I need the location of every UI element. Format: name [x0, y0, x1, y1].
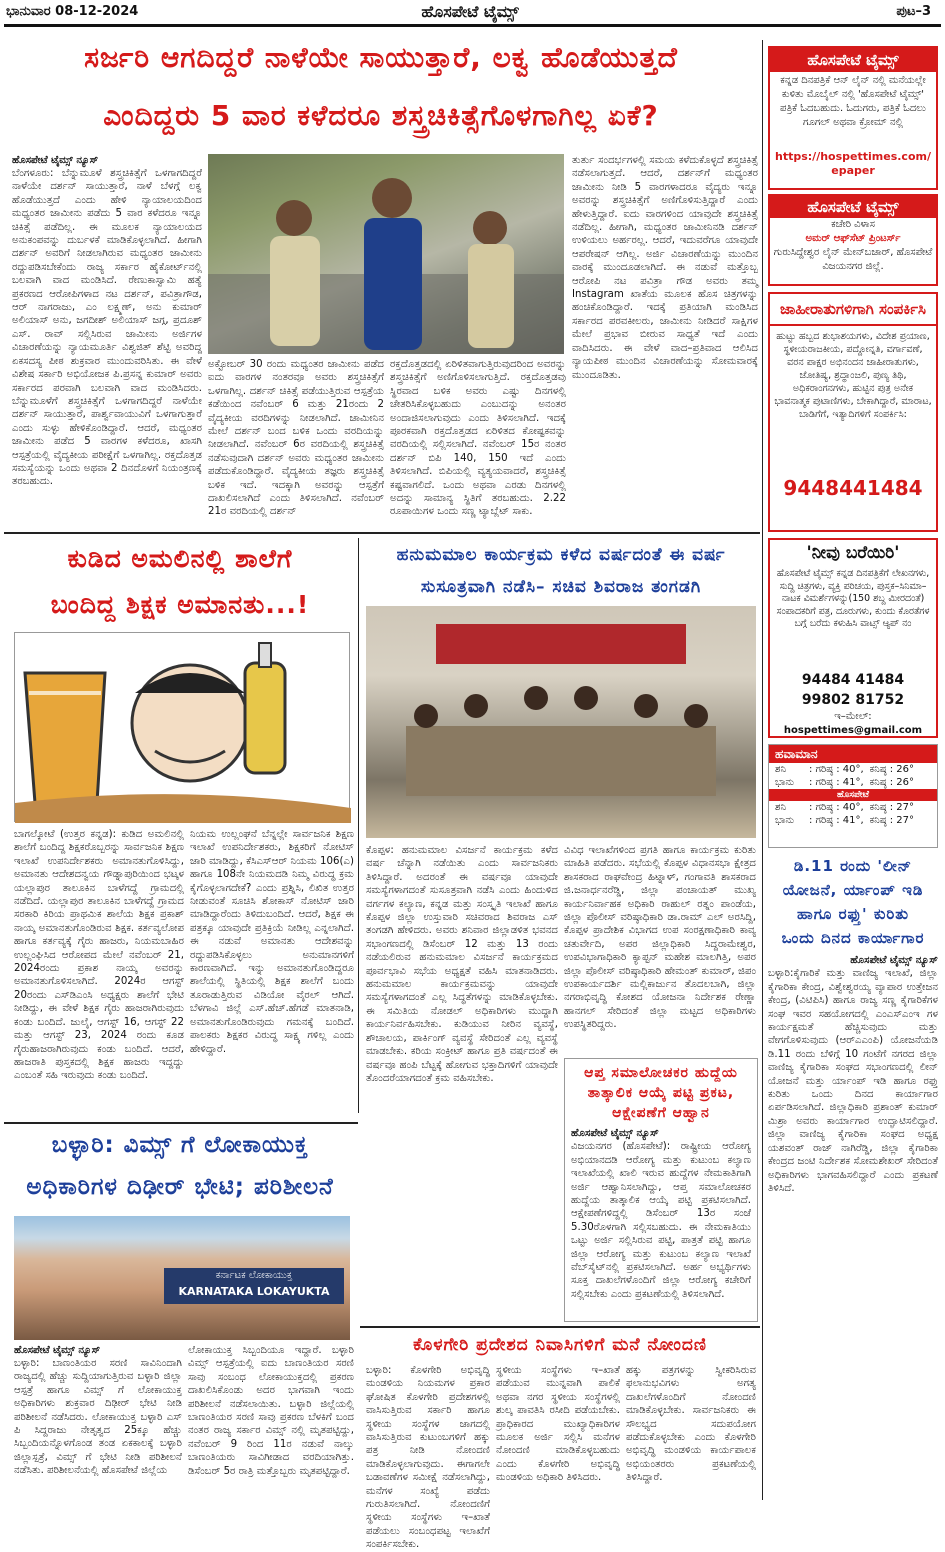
teacher-col1: ಬಾಗಲ್ಕೋಟೆ (ಉತ್ತರ ಕನ್ನಡ): ಕುಡಿದ ಅಮಲಿನಲ್ಲಿ ಶಾಲೆಗೆ ಬಂದಿದ್ದ ಶಿಕ್ಷಕರೊಬ್ಬರನ್ನು ಸಾರ್ವಜನಿಕ ಶಿಕ್ಷಣ ಇಲಾಖೆ ಉಪನಿರ್ದೇಶಕರು ಅಮಾನತುಗೊಳಿಸಿದ್ದು, ಅಮಾನತು ಆದೇಶದನ್ವಯ ಗೌಡ್ನಾಪುರಿಯಿಂದ ಭಟ್ಕಳ ಯಲ್ಲಾಪುರ ತಾಲೂಕಿನ ಬಾಳೆಗದ್ದೆ ಗ್ರಾಮದಲ್ಲಿ ನಡೆದಿದೆ. ಯಲ್ಲಾಪುರ ತಾಲೂಕಿನ ಬಾಳೆಗದ್ದೆ ಗ್ರಾಮದ ಸರಕಾರಿ ಕಿರಿಯ ಪ್ರಾಥಮಿಕ ಶಾಲೆಯ ಶಿಕ್ಷಕ ಪ್ರಕಾಶ್ ನಾಯ್ಕ ಅಮಾನತುಗೊಂಡಿರುವ ಶಿಕ್ಷಕ. ಕರ್ತವ್ಯಲೋಪ ಹಾಗೂ ಕರ್ತವ್ಯಕ್ಕೆ ಗೈರು ಹಾಜರು, ನಿಯಮಬಾಹಿರ ಉಲ್ಲಂಘಿಸಿದ ಆರೋಪದ ಮೇಲೆ ನವೆಂಬರ್ 21, 2024ರಂದು ಪ್ರಕಾಶ ನಾಯ್ಕ ಅವರನ್ನು ಅಮಾನತುಗೊಳಿಸಲಾಗಿದೆ. 2024ರ ಆಗಸ್ಟ್ 20ರಂದು ಎಸ್‌ಡಿಎಂಸಿ ಅಧ್ಯಕ್ಷರು ಶಾಲೆಗೆ ಭೇಟಿ ನೀಡಿದ್ದು, ಈ ವೇಳೆ ಶಿಕ್ಷಕ ಗೈರು ಹಾಜರಾಗಿರುವುದು ಕಂಡು ಬಂದಿದೆ. ಜುಲೈ, ಆಗಸ್ಟ್ 16, ಆಗಸ್ಟ್ 22 ಮತ್ತು ಆಗಸ್ಟ್ 23, 2024 ರಂದು ಕೂಡ ಗೈರುಹಾಜರಾಗಿರುವುದು ಕಂಡು ಬಂದಿದೆ. ಆದರೆ, ಹಾಜರಾತಿ ಪುಸ್ತಕದಲ್ಲಿ ಶಿಕ್ಷಕ ಹಾಜರು ಇದ್ದದ್ದು ಎಂಬಂತೆ ಸಹಿ ಇರುವುದು ಕಂಡು ಬಂದಿದೆ. [14, 829, 184, 1082]
lokayukta-building-photo [14, 1216, 350, 1340]
lokayukta-col1: ಬಳ್ಳಾರಿ: ಬಾಣಂತಿಯರ ಸರಣಿ ಸಾವಿನಿಂದಾಗಿ ರಾಜ್ಯದಲ್ಲಿ ಹೆಚ್ಚು ಸುದ್ದಿಯಾಗುತ್ತಿರುವ ಬಳ್ಳಾರಿ ಜಿಲ್ಲಾ ಆಸ್ಪತ್ರೆ ಹಾಗೂ ವಿಮ್ಸ್ ಗೆ ಲೋಕಾಯುಕ್ತ ಅಧಿಕಾರಿಗಳು ಶುಕ್ರವಾರ ದಿಢೀರ್ ಭೇಟಿ ನೀಡಿ ಪರಿಶೀಲನೆ ನಡೆಸಿದರು. ಲೋಕಾಯುಕ್ತ ಬಳ್ಳಾರಿ ಎಸ್ ಪಿ ಸಿದ್ದರಾಜು ನೇತೃತ್ವದ 25ಕ್ಕೂ ಹೆಚ್ಚು ಸಿಬ್ಬಂದಿಯನ್ನೊಳಗೊಂಡ ತಂಡ ಏಕಕಾಲಕ್ಕೆ ಬಳ್ಳಾರಿ ಜಿಲ್ಲಾಸ್ಪತ್ರೆ, ವಿಮ್ಸ್ ಗೆ ಭೇಟಿ ನೀಡಿ ಪರಿಶೀಲನೆ ನಡೆಸಿತು. ಪರಿಶೀಲನೆಯಲ್ಲಿ ಹೊಸಪೇಟೆ ಜಿಲ್ಲೆಯ [14, 1358, 182, 1477]
lean-story [768, 854, 938, 1500]
koleger-col2: ಸ್ಥಳೀಯ ಸಂಸ್ಥೆಗಳು ಇ–ಖಾತೆ ಪಡೆಯುವ ಮುನ್ನವಾಗಿ ಪಾಲಿಕೆ ಅಥವಾ ನಗರ ಸ್ಥಳೀಯ ಸಂಸ್ಥೆಗಳಲ್ಲಿ ಶುಲ್ಕ ಪಾವತಿಸಿ ರಸೀದಿ ಪಡೆಯಬೇಕು. ಪ್ರಾಧಿಕಾರದ ಮುಖ್ಯಾಧಿಕಾರಿಗಳ ಮೂಲಕ ಅರ್ಜಿ ಸಲ್ಲಿಸಿ ಮನೆಗಳ ನೋಂದಣಿ ಮಾಡಿಕೊಳ್ಳಬಹುದು ಎಂದು ಕೊಳಗೇರಿ ಅಭಿವೃದ್ಧಿ ಮಂಡಳಿಯ ಅಧಿಕಾರಿ ತಿಳಿಸಿದರು. [496, 1365, 620, 1484]
koleger-headline: ಕೊಳಗೇರಿ ಪ್ರದೇಶದ ನಿವಾಸಿಗಳಿಗೆ ಮನೆ ನೋಂದಣಿ [413, 1335, 707, 1355]
appa-headline-line3: ಆಕ್ಷೇಪಣೆಗೆ ಆಹ್ವಾನ [612, 1105, 710, 1121]
page-number: ಪುಟ–3 [896, 4, 931, 19]
email-label: ಇ–ಮೇಲ್: [834, 711, 872, 722]
weather-table-1 [769, 763, 937, 789]
office-address: ಗುರುಸಿದ್ದೇಶ್ವರ ಲೈನ್ ಮೇನ್‌ಬಜಾರ್, ಹೊಸಪೇಟೆ ವಿಜಯನಗರ ಜಿಲ್ಲೆ. [773, 247, 933, 272]
section-divider [4, 532, 760, 534]
appa-headline-line2: ತಾತ್ಕಾಲಿಕ ಆಯ್ಕೆ ಪಟ್ಟಿ ಪ್ರಕಟ, [587, 1085, 735, 1101]
sidebar-divider [762, 40, 763, 1500]
weather-max: : ಗರಿಷ್ಠ : 41°, [809, 777, 864, 788]
lead-headline-line2: ಎಂದಿದ್ದರು 5 ವಾರ ಕಳೆದರೂ ಶಸ್ತ್ರಚಿಕಿತ್ಸೆಗೊಳಗಾಗಿಲ್ಲ ಏಕೆ? [103, 99, 659, 132]
write-to-us-text: ಹೊಸಪೇಟೆ ಟೈಮ್ಸ್ ಕನ್ನಡ ದಿನಪತ್ರಿಕೆಗೆ ಲೇಖನಗಳು, ಸುದ್ದಿ ಚಿತ್ರಗಳು, ವ್ಯಕ್ತಿ ಪರಿಚಯ, ಪುಸ್ತಕ–ಸಿನಿಮಾ–ನಾಟಕ ವಿಮರ್ಶೆಗಳನ್ನು(150 ಶಬ್ದ ಮೀರದಂತೆ) ಸಂಪಾದಕರಿಗೆ ಪತ್ರ, ದೂರುಗಳು, ಕುಂದು ಕೊರತೆಗಳ ಬಗ್ಗೆ ಬರೆದು ಕಳುಹಿಸಿ ವಾಟ್ಸ್ ಆ್ಯಪ್ ನಂ [776, 568, 930, 630]
office-printer: ಅಮರ್ ಆಫ್‌ಸೆಟ್ ಪ್ರಿಂಟರ್ಸ್ [805, 233, 901, 244]
police-escort-illustration [208, 154, 564, 354]
header-rule [4, 24, 941, 27]
cartoon-illustration [15, 633, 351, 823]
lokayukta-headline-line2: ಅಧಿಕಾರಿಗಳ ದಿಢೀರ್ ಭೇಟಿ; ಪರಿಶೀಲನೆ [26, 1174, 334, 1200]
weather-day: ಭಾನು [775, 815, 795, 826]
lean-body: ಬಳ್ಳಾರಿ:ಕೈಗಾರಿಕೆ ಮತ್ತು ವಾಣಿಜ್ಯ ಇಲಾಖೆ, ಜಿಲ್ಲಾ ಕೈಗಾರಿಕಾ ಕೇಂದ್ರ, ವಿಶ್ವೇಶ್ವರಯ್ಯ ವ್ಯಾಪಾರ ಉತ್ತೇಜನ ಕೇಂದ್ರ, (ವಿಟಿಪಿಸಿ) ಹಾಗೂ ರಾಜ್ಯ ಸಣ್ಣ ಕೈಗಾರಿಕೆಗಳ ಸಂಘ ಇವರ ಸಹಯೋಗದಲ್ಲಿ ಎಂಎಸ್‌ಎಂಇ ಗಳ ಕಾರ್ಯಕ್ಷಮತೆ ಹೆಚ್ಚಿಸುವುದು ಮತ್ತು ವೇಗಗೊಳಿಸುವುದು (ಆರ್‌ಎಎಂಪಿ) ಯೋಜನೆಯಡಿ ಡಿ.11 ರಂದು ಬೆಳಿಗ್ಗೆ 10 ಗಂಟೆಗೆ ನಗರದ ಜಿಲ್ಲಾ ವಾಣಿಜ್ಯ ಕೈಗಾರಿಕಾ ಸಂಘದ ಸಭಾಂಗಣದಲ್ಲಿ ಲೀನ್ ಯೋಜನೆ ಮತ್ತು ರ್ಯಾಂಪ್ ಇಡಿ ಹಾಗೂ ರಫ್ತು ಕುರಿತು ಒಂದು ದಿನದ ಕಾರ್ಯಾಗಾರ ಏರ್ಪಡಿಸಲಾಗಿದೆ. ಜಿಲ್ಲಾಧಿಕಾರಿ ಪ್ರಶಾಂತ್ ಕುಮಾರ್ ಮಿಶ್ರಾ ಅವರು ಕಾರ್ಯಾಗಾರ ಉದ್ಘಾಟಿಸಲಿದ್ದಾರೆ. ಜಿಲ್ಲಾ ವಾಣಿಜ್ಯ ಕೈಗಾರಿಕಾ ಸಂಘದ ಅಧ್ಯಕ್ಷ ಯಶವಂತ್ ರಾಜ್ ನಾಗಿರೆಡ್ಡಿ, ಜಿಲ್ಲಾ ಕೈಗಾರಿಕಾ ಕೇಂದ್ರದ ಜಂಟಿ ನಿರ್ದೇಶಕ ಸೋಮಶೇಖರ್ ಸೇರಿದಂತೆ ಅಧಿಕಾರಿಗಳು ಭಾಗವಹಿಸಲಿದ್ದಾರೆ ಎಂದು ಪ್ರಕಟಣೆ ತಿಳಿಸಿದೆ. [768, 968, 938, 1194]
lead-col2: ಅಕ್ಟೋಬರ್ 30 ರಂದು ಮಧ್ಯಂತರ ಜಾಮೀನು ಪಡೆದ ಐದು ವಾರಗಳ ನಂತರವೂ ಅವರು ಶಸ್ತ್ರಚಿಕಿತ್ಸೆಗೆ ಒಳಗಾಗಿಲ್ಲ. ದರ್ಶನ್ ಚಿಕಿತ್ಸೆ ಪಡೆಯುತ್ತಿರುವ ಆಸ್ಪತ್ರೆಯ ಕಡೆಯಿಂದ ನವೆಂಬರ್ 6 ಮತ್ತು 21ರಂದು 2 ವೈದ್ಯಕೀಯ ವರದಿಗಳನ್ನು ನೀಡಲಾಗಿದೆ. ಜಾಮೀನಿನ ಮೇಲೆ ದರ್ಶನ್ ಬಂದ ಬಳಿಕ ಒಂದು ವರದಿಯನ್ನು ನೀಡಲಾಗಿದೆ. ನವೆಂಬರ್ 6ರ ವರದಿಯಲ್ಲಿ ಶಸ್ತ್ರಚಿಕಿತ್ಸೆ ನಡೆಸುವುದಾಗಿ ದರ್ಶನ್ ಅವರು ಮಧ್ಯಂತರ ಜಾಮೀನು ಪಡೆದುಕೊಂಡಿದ್ದಾರೆ. ವೈದ್ಯಕೀಯ ತಜ್ಞರು ಶಸ್ತ್ರಚಿಕಿತ್ಸೆ ಬಳಿಕ ಇದೆ. ಇದಕ್ಕಾಗಿ ಅವರನ್ನು ಆಸ್ಪತ್ರೆಗೆ ದಾಖಲಿಸಲಾಗಿದೆ ಎಂದು ತಿಳಿಸಲಾಗಿದೆ. ನವೆಂಬರ್ 21ರ ವರದಿಯಲ್ಲಿ ದರ್ಶನ್ [208, 359, 384, 518]
weather-table-2 [769, 801, 937, 827]
email-row [770, 710, 936, 738]
meeting-illustration [366, 606, 756, 838]
lean-headline-line1: ಡಿ.11 ರಂದು 'ಲೀನ್ [793, 857, 913, 875]
epaper-box [768, 46, 938, 190]
ads-title: ಜಾಹೀರಾತುಗಳಿಗಾಗಿ ಸಂಪರ್ಕಿಸಿ [770, 294, 936, 326]
weather-min: ಕನಿಷ್ಠ : 27° [869, 802, 914, 813]
lean-byline: ಹೊಸಪೇಟೆ ಟೈಮ್ಸ್ ನ್ಯೂಸ್ [850, 955, 938, 966]
lead-col1: ಬೆಂಗಳೂರು: ಬೆನ್ನುಮೂಳೆ ಶಸ್ತ್ರಚಿಕಿತ್ಸೆಗೆ ಒಳಗಾಗದಿದ್ದರೆ ನಾಳೆಯೇ ದರ್ಶನ್ ಸಾಯುತ್ತಾರೆ, ನಾಳೆ ಬೆಳಗ್ಗೆ ಲಕ್ವ ಹೊಡೆಯುತ್ತದೆ ಎಂದು ಹೇಳಿ ನ್ಯಾಯಾಲಯದಿಂದ ಮಧ್ಯಂತರ ಜಾಮೀನು ಪಡೆದು 5 ವಾರ ಕಳೆದರೂ ಇನ್ನೂ ಚಿಕಿತ್ಸೆ ಪಡೆದಿಲ್ಲ. ಈ ಮೂಲಕ ನ್ಯಾಯಾಲಯದ ಅನುಕಂಪವನ್ನು ದುರ್ಬಳಕೆ ಮಾಡಿಕೊಳ್ಳಲಾಗಿದೆ. ಹೀಗಾಗಿ ದರ್ಶನ್ ಅವರಿಗೆ ನೀಡಲಾಗಿರುವ ಮಧ್ಯಂತರ ಜಾಮೀನು ರದ್ದುಪಡಿಸಬೇಕೆಂದು ರಾಜ್ಯ ಸರ್ಕಾರ ಹೈಕೋರ್ಟ್‌ನಲ್ಲಿ ಬಲವಾಗಿ ವಾದ ಮಂಡಿಸಿದೆ. ರೇಣುಕಾಸ್ವಾಮಿ ಹತ್ಯೆ ಪ್ರಕರಣದ ಆರೋಪಿಗಳಾದ ನಟ ದರ್ಶನ್, ಪವಿತ್ರಾಗೌಡ, ಆರ್ ನಾಗರಾಜು, ಎಂ ಲಕ್ಷ್ಮಣ್, ಅನು ಕುಮಾರ್ ಅಲಿಯಾಸ್ ಅನು, ಜಗದೀಶ್ ಅಲಿಯಾಸ್ ಜಗ್ಗ, ಪ್ರದೂಶ್ ಎಸ್. ರಾವ್ ಸಲ್ಲಿಸಿರುವ ಜಾಮೀನು ಅರ್ಜಿಗಳ ವಿಚಾರಣೆಯನ್ನು ನ್ಯಾಯಮೂರ್ತಿ ವಿಶ್ವಜಿತ್ ಶೆಟ್ಟಿ ಅವರಿದ್ದ ಏಕಸದಸ್ಯ ಪೀಠ ಶುಕ್ರವಾರ ಮುಂದುವರಿಸಿತು. ಈ ವೇಳೆ ವಿಶೇಷ ಸರ್ಕಾರಿ ಅಭಿಯೋಜಕ ಪಿ.ಪ್ರಸನ್ನ ಕುಮಾರ್ ಅವರು ಸರ್ಕಾರದ ಪರವಾಗಿ ಬಲವಾಗಿ ವಾದ ಮಂಡಿಸಿದರು. ಬೆನ್ನುಮೂಳೆಗೆ ಶಸ್ತ್ರಚಿಕಿತ್ಸೆಗೆ ಒಳಗಾಗದಿದ್ದರೆ ನಾಳೆಯೇ ದರ್ಶನ್ ಸಾಯುತ್ತಾರೆ, ಪಾರ್ಶ್ವವಾಯುವಿಗೆ ಒಳಗಾಗುತ್ತಾರೆ ಎಂದು ಸುಳ್ಳು ಹೇಳಿಕೊಂಡಿದ್ದಾರೆ. ಆದರೆ, ಮಧ್ಯಂತರ ಜಾಮೀನು ಪಡೆದ 5 ವಾರಗಳ ಕಳೆದರೂ, ಖಾಸಗಿ ಆಸ್ಪತ್ರೆಯಲ್ಲಿ ವೈದ್ಯಕೀಯ ಪರೀಕ್ಷೆಗೆ ಒಳಗಾಗಿಲ್ಲ. ರಕ್ತದೊತ್ತಡ ಸಮಸ್ಯೆಯನ್ನು ಒಂದು ಅಥವಾ 2 ದಿನದೊಳಗೆ ನಿಯಂತ್ರಣಕ್ಕೆ ತರಬಹುದು. [12, 168, 202, 488]
ads-text: ಹುಟ್ಟು ಹಬ್ಬದ ಶುಭಾಶಯಗಳು, ವಿದೇಶ ಪ್ರಯಾಣ, ಸ್ಥಳೀಯರಾಜಕೀಯ, ಪದ್ದೋನ್ನತಿ, ವರ್ಗಾವಣೆ, ವರನ ಪಾಕ್ಷರ ಅಭಿನಂದನ ಜಾಹೀರಾತುಗಳು, ಜೋತಿಷ್ಯ, ಶ್ರದ್ಧಾಂಜಲಿ, ಪುಣ್ಯ ತಿಥಿ, ಅಧಿಕರಾಂಗನಗಳು, ಹುಟ್ಟಿನ ಪುತ್ರ ಅನೇಕ ಭಾವನಾತ್ಮಕ ಪುಟಾಣಿಗಳು, ಬೇಕಾಗಿದ್ದಾರೆ, ಮಾರಾಟ, ಬಾಡಿಗೆಗೆ, ಇತ್ಯಾದಿಗಳಿಗೆ ಸಂಪರ್ಕಿಸಿ: [774, 331, 932, 420]
weather-row [769, 801, 937, 814]
email-link[interactable]: hospettimes@gmail.com [783, 725, 923, 736]
epaper-box-title: ಹೊಸಪೇಟೆ ಟೈಮ್ಸ್ [770, 48, 936, 72]
appa-byline: ಹೊಸಪೇಟೆ ಟೈಮ್ಸ್ ನ್ಯೂಸ್ [571, 1128, 659, 1139]
koleger-col3: ಹಕ್ಕು ಪತ್ರಗಳನ್ನು ಸ್ವೀಕರಿಸಿರುವ ಫಲಾನುಭವಿಗಳು ಅಗತ್ಯ ದಾಖಲೆಗಳೊಂದಿಗೆ ನೋಂದಣಿ ಮಾಡಿಕೊಳ್ಳಬೇಕು. ಸಾರ್ವಜನಿಕರು ಈ ಸೌಲಭ್ಯದ ಸದುಪಯೋಗ ಪಡೆದುಕೊಳ್ಳಬೇಕು ಎಂದು ಕೊಳಗೇರಿ ಅಭಿವೃದ್ಧಿ ಮಂಡಳಿಯ ಕಾರ್ಯಪಾಲಕ ಅಭಿಯಂತರರು ಪ್ರಕಟಣೆಯಲ್ಲಿ ತಿಳಿಸಿದ್ದಾರೆ. [626, 1365, 756, 1484]
column-divider [358, 538, 359, 1113]
sign-kannada: ಕರ್ನಾಟಕ ಲೋಕಾಯುಕ್ತ [215, 1270, 293, 1281]
lean-headline-line2: ಯೋಜನೆ, ರ್ಯಾಂಪ್ ಇಡಿ [782, 881, 924, 899]
lead-photo [208, 154, 564, 354]
masthead-title: ಹೊಸಪೇಟೆ ಟೈಮ್ಸ್ [421, 2, 519, 21]
epaper-box-text: ಕನ್ನಡ ದಿನಪತ್ರಿಕೆ ಆನ್ ಲೈನ್ ನಲ್ಲಿ ಮನೆಯಲ್ಲೇ ಕುಳಿತು ಮೊಬೈಲ್ ನಲ್ಲಿ 'ಹೊಸಪೇಟೆ ಟೈಮ್ಸ್' ಪತ್ರಿಕೆ ಓದಬಹುದು. ಓದುಗರು, ಪತ್ರಿಕೆ ಓದಲು ಗೂಗಲ್ ಅಥವಾ ಕ್ರೋಮ್ ನಲ್ಲಿ [780, 75, 926, 128]
weather-max: : ಗರಿಷ್ಠ : 41°, [809, 815, 864, 826]
weather-row [769, 814, 937, 827]
weather-title: ಹವಾಮಾನ [769, 745, 937, 763]
lead-col4: ತುರ್ತು ಸಂದರ್ಭಗಳಲ್ಲಿ ಸಮಯ ಕಳೆದುಕೊಳ್ಳದೆ ಶಸ್ತ್ರಚಿಕಿತ್ಸೆ ನಡೆಸಲಾಗುತ್ತದೆ. ಆದರೆ, ದರ್ಶನ್‌ಗೆ ಮಧ್ಯಂತರ ಜಾಮೀನು ನೀಡಿ 5 ವಾರಗಳಾದರೂ ವೈದ್ಯರು ಇನ್ನೂ ಅವರನ್ನು ಶಸ್ತ್ರಚಿಕಿತ್ಸೆಗೆ ಅಣಿಗೊಳಿಸುತ್ತಿದ್ದಾರೆ ಎಂದು ಹೇಳುತ್ತಿದ್ದಾರೆ. ಐದು ವಾರಗಳಿಂದ ಯಾವುದೇ ಶಸ್ತ್ರಚಿಕಿತ್ಸೆ ನಡೆದಿಲ್ಲ. ಹೀಗಾಗಿ, ಮಧ್ಯಂತರ ಜಾಮೀನಿನಡಿ ದರ್ಶನ್ ಉಳಿಯಲು ಅರ್ಹರಲ್ಲ. ಆದರೆ, ಇದುವರೆಗೂ ಯಾವುದೇ ಆಪರೇಷನ್ ಆಗಿಲ್ಲ. ಅರ್ಜಿ ವಿಚಾರಣೆಯನ್ನು ಮುಂದಿನ ವಾರಕ್ಕೆ ಮುಂದೂಡಲಾಗಿದೆ. ಈ ನಡುವೆ ಮತ್ತೊಬ್ಬ ಆರೋಪಿ ನಟ ಪವಿತ್ರಾ ಗೌಡ ಅವರು ತಮ್ಮ Instagram ಖಾತೆಯ ಮೂಲಕ ಹೊಸ ಚಿತ್ರಗಳನ್ನು ಹಂಚಿಕೊಂಡಿದ್ದಾರೆ. ಇದಕ್ಕೆ ಪ್ರತಿಯಾಗಿ ಮಂಡಿಸಿದ ಸರ್ಕಾರದ ಪರವಕೀಲರು, ಜಾಮೀನು ನೀಡಿದರೆ ಸಾಕ್ಷಿಗಳ ಮೇಲೆ ಪ್ರಭಾವ ಬೀರುವ ಸಾಧ್ಯತೆ ಇದೆ ಎಂದು ವಾದಿಸಿದರು. ಈ ವೇಳೆ ವಾದ–ಪ್ರತಿವಾದ ಆಲಿಸಿದ ನ್ಯಾಯಪೀಠ ಮುಂದಿನ ವಿಚಾರಣೆಯನ್ನು ಸೋಮವಾರಕ್ಕೆ ಮುಂದೂಡಿತು. [572, 155, 758, 381]
weather-day: ಶನಿ [775, 764, 787, 775]
lead-headline-line1: ಸರ್ಜರಿ ಆಗದಿದ್ದರೆ ನಾಳೆಯೇ ಸಾಯುತ್ತಾರೆ, ಲಕ್ವ ಹೊಡೆಯುತ್ತದೆ [84, 41, 678, 74]
lokayukta-col2: ಲೋಕಾಯುಕ್ತ ಸಿಬ್ಬಂದಿಯೂ ಇದ್ದಾರೆ. ಬಳ್ಳಾರಿ ವಿಮ್ಸ್ ಆಸ್ಪತ್ರೆಯಲ್ಲಿ ಐದು ಬಾಣಂತಿಯರ ಸರಣಿ ಸಾವು ಸಂಬಂಧ ಲೋಕಾಯುಕ್ತದಲ್ಲಿ ಪ್ರಕರಣ ದಾಖಲಿಸಿಕೊಂಡು ಅದರ ಭಾಗವಾಗಿ ಇಂದು ಪರಿಶೀಲನೆ ನಡೆಸಲಾಯಿತು. ಬಳ್ಳಾರಿ ಜಿಲ್ಲೆಯಲ್ಲಿ ಬಾಣಂತಿಯರ ಸರಣಿ ಸಾವು ಪ್ರಕರಣ ಬೆಳಕಿಗೆ ಬಂದ ನಂತರ ರಾಜ್ಯ ಸರ್ಕಾರ ವಿಮ್ಸ್ ನಲ್ಲಿ ಮೃತಪಟ್ಟಿದ್ದು, ನವೆಂಬರ್ 9 ರಿಂದ 11ರ ನಡುವೆ ನಾಲ್ಕು ಬಾಣಂತಿಯರು ಸಾವಿಗೀಡಾದ ವರದಿಯಾಗಿತ್ತು. ಡಿಸೆಂಬರ್ 5ರ ರಾತ್ರಿ ಮತ್ತೊಬ್ಬರು ಮೃತಪಟ್ಟಿದ್ದಾರೆ. [188, 1345, 354, 1477]
section-divider-2 [4, 1122, 358, 1124]
office-box [768, 194, 938, 286]
appa-body: ವಿಜಯನಗರ (ಹೊಸಪೇಟೆ): ರಾಷ್ಟ್ರೀಯ ಆರೋಗ್ಯ ಅಭಿಯಾನದಡಿ ಆರೋಗ್ಯ ಮತ್ತು ಕುಟುಂಬ ಕಲ್ಯಾಣ ಇಲಾಖೆಯಲ್ಲಿ ಖಾಲಿ ಇರುವ ಹುದ್ದೆಗಳ ನೇಮಕಾತಿಗಾಗಿ ಅರ್ಜಿ ಆಹ್ವಾನಿಸಲಾಗಿದ್ದು, ಆಪ್ತ ಸಮಾಲೋಚಕರ ಹುದ್ದೆಯ ತಾತ್ಕಾಲಿಕ ಆಯ್ಕೆ ಪಟ್ಟಿ ಪ್ರಕಟಿಸಲಾಗಿದೆ. ಆಕ್ಷೇಪಣೆಗಳಿದ್ದಲ್ಲಿ ಡಿಸೆಂಬರ್ 13ರ ಸಂಜೆ 5.30ರೊಳಗಾಗಿ ಸಲ್ಲಿಸಬಹುದು. ಈ ನೇಮಕಾತಿಯು ಒಟ್ಟು ಅರ್ಜಿ ಸಲ್ಲಿಸಿರುವ ಪಟ್ಟಿ, ಪಾತ್ರತೆ ಪಟ್ಟಿ ಹಾಗೂ ಜಿಲ್ಲಾ ಆರೋಗ್ಯ ಮತ್ತು ಕುಟುಂಬ ಕಲ್ಯಾಣ ಇಲಾಖೆ ವೆಬ್‌ಸೈಟ್‌ನಲ್ಲಿ ಪ್ರಕಟಿಸಲಾಗಿದೆ. ಅರ್ಹ ಅಭ್ಯರ್ಥಿಗಳು ಸೂಕ್ತ ದಾಖಲೆಗಳೊಂದಿಗೆ ಜಿಲ್ಲಾ ಆರೋಗ್ಯ ಕಚೇರಿಗೆ ಸಲ್ಲಿಸಬೇಕು ಎಂದು ಪ್ರಕಟಣೆಯಲ್ಲಿ ತಿಳಿಸಲಾಗಿದೆ. [571, 1141, 751, 1300]
office-box-title: ಹೊಸಪೇಟೆ ಟೈಮ್ಸ್ [770, 196, 936, 218]
lead-byline: ಹೊಸಪೇಟೆ ಟೈಮ್ಸ್ ನ್ಯೂಸ್ [12, 155, 99, 166]
teacher-headline-line1: ಕುಡಿದ ಅಮಲಿನಲ್ಲಿ ಶಾಲೆಗೆ [67, 544, 293, 573]
hanumamala-col2: ವಿವಿಧ ಇಲಾಖೆಗಳಿಂದ ಪ್ರಗತಿ ಹಾಗೂ ಕಾರ್ಯಕ್ರಮ ಕುರಿತು ಮಾಹಿತಿ ಪಡೆದರು. ಸಭೆಯಲ್ಲಿ ಕೊಪ್ಪಳ ವಿಧಾನಸಭಾ ಕ್ಷೇತ್ರದ ಶಾಸಕರಾದ ರಾಘವೇಂದ್ರ ಹಿಟ್ನಾಳ್, ಗಂಗಾವತಿ ಶಾಸಕರಾದ ಜಿ.ಜನಾರ್ಧನರೆಡ್ಡಿ, ಜಿಲ್ಲಾ ಪಂಚಾಯತ್ ಮುಖ್ಯ ಕಾರ್ಯನಿರ್ವಾಹಕ ಅಧಿಕಾರಿ ರಾಹುಲ್ ರತ್ನಂ ಪಾಂಡೆಯ, ಜಿಲ್ಲಾ ಪೊಲೀಸ್ ವರಿಷ್ಠಾಧಿಕಾರಿ ಡಾ.ರಾಮ್ ಎಲ್ ಅರಸಿದ್ದಿ, ಕೊಪ್ಪಳ ಪ್ರಾದೇಶಿಕ ವಿಭಾಗದ ಉಪ ಸಂರಕ್ಷಣಾಧಿಕಾರಿ ಕಾವ್ಯ ಚತುರ್ವೇದಿ, ಅಪರ ಜಿಲ್ಲಾಧಿಕಾರಿ ಸಿದ್ದರಾಮೇಶ್ವರ, ಉಪವಿಭಾಗಾಧಿಕಾರಿ ಕ್ಯಾಪ್ಟನ್ ಮಹೇಶ ಮಾಲಗಿತ್ತಿ, ಅಪರ ಜಿಲ್ಲಾ ಪೊಲೀಸ್ ವರಿಷ್ಠಾಧಿಕಾರಿ ಹೇಮಂತ್ ಕುಮಾರ್, ಜಿಪಂ ಉಪಕಾರ್ಯದರ್ಶಿ ಮಲ್ಲಿಕಾರ್ಜುನ ತೊದಲಬಾಗಿ, ಜಿಲ್ಲಾ ನಗರಾಭಿವೃದ್ಧಿ ಕೋಶದ ಯೋಜನಾ ನಿರ್ದೇಶಕ ರೇಣ್ಣಾ ಹಾನಗಲ್ ಸೇರಿದಂತೆ ಜಿಲ್ಲಾ ಮಟ್ಟದ ಅಧಿಕಾರಿಗಳು ಉಪಸ್ಥಿತರಿದ್ದರು. [564, 845, 756, 1031]
hanumamala-headline-line1: ಹನುಮಮಾಲ ಕಾರ್ಯಕ್ರಮ ಕಳೆದ ವರ್ಷದಂತೆ ಈ ವರ್ಷ [396, 545, 726, 565]
weather-row [769, 776, 937, 789]
lokayukta-byline: ಹೊಸಪೇಟೆ ಟೈಮ್ಸ್ ನ್ಯೂಸ್ [14, 1345, 101, 1356]
koleger-col1: ಬಳ್ಳಾರಿ: ಕೊಳಗೇರಿ ಅಭಿವೃದ್ಧಿ ಮಂಡಳಿಯ ನಿಯಮಗಳ ಪ್ರಕಾರ ಘೋಷಿತ ಕೊಳಗೇರಿ ಪ್ರದೇಶಗಳಲ್ಲಿ ವಾಸಿಸುತ್ತಿರುವ ಸರ್ಕಾರಿ ಹಾಗೂ ಸ್ಥಳೀಯ ಸಂಸ್ಥೆಗಳ ಜಾಗದಲ್ಲಿ ವಾಸಿಸುತ್ತಿರುವ ಕುಟುಂಬಗಳಿಗೆ ಹಕ್ಕು ಪತ್ರ ನೀಡಿ ನೋಂದಣಿ ಮಾಡಿಕೊಳ್ಳಲಾಗುವುದು. ಈಗಾಗಲೇ ಬಡಾವಣೆಗಳ ಸಮೀಕ್ಷೆ ನಡೆಸಲಾಗಿದ್ದು, ಮನೆಗಳ ಸಂಖ್ಯೆ ಪಡೆದು ಗುರುತಿಸಲಾಗಿದೆ. ನೋಂದಣಿಗೆ ಸ್ಥಳೀಯ ಸಂಸ್ಥೆಗಳು ಇ–ಖಾತೆ ಪಡೆಯಲು ಸಂಬಂಧಪಟ್ಟ ಇಲಾಖೆಗೆ ಸಂಪರ್ಕಿಸಬೇಕು. [366, 1365, 490, 1551]
lokayukta-signboard [164, 1268, 344, 1304]
whatsapp-phone-2: 99802 81752 [801, 692, 905, 708]
sign-english: KARNATAKA LOKAYUKTA [178, 1285, 330, 1298]
weather-row [769, 763, 937, 776]
weather-min: ಕನಿಷ್ಠ : 27° [869, 815, 914, 826]
appa-headline-line1: ಆಪ್ತ ಸಮಾಲೋಚಕರ ಹುದ್ದೆಯ [584, 1065, 738, 1081]
office-label: ಕಚೇರಿ ವಿಳಾಸ [831, 219, 875, 230]
ads-box [768, 292, 938, 532]
lean-headline-line4: ಒಂದು ದಿನದ ಕಾರ್ಯಾಗಾರ [781, 929, 925, 947]
hanumamala-col1: ಕೊಪ್ಪಳ: ಹನುಮಮಾಲ ವಿಸರ್ಜನೆ ಕಾರ್ಯಕ್ರಮ ಕಳೆದ ವರ್ಷ ಚೆನ್ನಾಗಿ ನಡೆಯಿತು ಎಂದು ಸಾರ್ವಜನಿಕರು ತಿಳಿಸಿದ್ದಾರೆ. ಅದರಂತೆ ಈ ವರ್ಷವೂ ಯಾವುದೇ ಸಮಸ್ಯೆಗಳಾಗದಂತೆ ಸುಸೂತ್ರವಾಗಿ ನಡೆಸಿ ಎಂದು ಹಿಂದುಳಿದ ವರ್ಗಗಳ ಕಲ್ಯಾಣ, ಕನ್ನಡ ಮತ್ತು ಸಂಸ್ಕೃತಿ ಇಲಾಖೆ ಹಾಗೂ ಕೊಪ್ಪಳ ಜಿಲ್ಲಾ ಉಸ್ತುವಾರಿ ಸಚಿವರಾದ ಶಿವರಾಜ ಎಸ್ ತಂಗಡಗಿ ಹೇಳಿದರು. ಅವರು ಶನಿವಾರ ಜಿಲ್ಲಾಡಳಿತ ಭವನದ ಸಭಾಂಗಣದಲ್ಲಿ ಡಿಸೆಂಬರ್ 12 ಮತ್ತು 13 ರಂದು ನಡೆಯಲಿರುವ ಹನುಮಮಾಲ ವಿಸರ್ಜನೆ ಕಾರ್ಯಕ್ರಮದ ಪೂರ್ವಭಾವಿ ಸಭೆಯ ಅಧ್ಯಕ್ಷತೆ ವಹಿಸಿ ಮಾತನಾಡಿದರು. ಹನುಮಮಾಲ ಕಾರ್ಯಕ್ರಮವನ್ನು ಯಾವುದೇ ಸಮಸ್ಯೆಗಳಾಗದಂತೆ ಎಲ್ಲ ಸಿದ್ಧತೆಗಳನ್ನು ಮಾಡಿಕೊಳ್ಳಬೇಕು. ಈ ಸಮಿತಿಯ ನೋಡಲ್ ಅಧಿಕಾರಿಗಳು ಮುದ್ದಾಗಿ ಕಾರ್ಯನಿರ್ವಹಿಸಬೇಕು. ಕುಡಿಯುವ ನೀರಿನ ವ್ಯವಸ್ಥೆ, ಶೌಚಾಲಯ, ಪಾರ್ಕಿಂಗ್ ವ್ಯವಸ್ಥೆ ಸೇರಿದಂತೆ ಎಲ್ಲ ವ್ಯವಸ್ಥೆ ಮಾಡಬೇಕು. ಕರಿಯ ಸಂಕ್ರೀಟ್ ಹಾಗೂ ಪ್ರತಿ ವರ್ಷದಂತೆ ಈ ವರ್ಷವೂ ಹಂಪಿ ಬೆಟ್ಟಕ್ಕೆ ಹೋಗುವ ಭಕ್ತಾದಿಗಳಿಗೆ ಯಾವುದೇ ತೊಂದರೆಯಾಗದಂತೆ ಕ್ರಮ ವಹಿಸಬೇಕು. [366, 845, 558, 1084]
weather-max: : ಗರಿಷ್ಠ : 40°, [809, 764, 864, 775]
write-to-us-title: 'ನೀವು ಬರೆಯಿರಿ' [806, 543, 900, 563]
weather-box [768, 744, 938, 848]
weather-day: ಭಾನು [775, 777, 795, 788]
appa-story-box [564, 1058, 758, 1322]
teacher-col2: ನಿಯಮ ಉಲ್ಲಂಘನೆ ಬೆನ್ನಲ್ಲೇ ಸಾರ್ವಜನಿಕ ಶಿಕ್ಷಣ ಇಲಾಖೆ ಉಪನಿರ್ದೇಶಕರು, ಶಿಕ್ಷಕರಿಗೆ ನೋಟಿಸ್ ಜಾರಿ ಮಾಡಿದ್ದು, ಕೆಸಿಎಸ್‌ಆರ್ ನಿಯಮ 106(ಎ) ಹಾಗೂ 108ನೇ ನಿಯಮದಡಿ ನಿಮ್ಮ ವಿರುದ್ಧ ಕ್ರಮ ಕೈಗೊಳ್ಳಲಾಗದೇಕೆ? ಎಂದು ಪ್ರಶ್ನಿಸಿ, ಲಿಖಿತ ಉತ್ತರ ನೀಡುವಂತೆ ಸೂಚಿಸಿ ಶೋಕಾಸ್ ನೋಟಿಸ್ ಜಾರಿ ಮಾಡಿದ್ದಾರೆಂದು ತಿಳಿದುಬಂದಿದೆ. ಆದರೆ, ಶಿಕ್ಷಕ ಈ ಪತ್ರಕ್ಕೂ ಯಾವುದೇ ಪ್ರತಿಕ್ರಿಯೆ ನೀಡಿಲ್ಲ ಎನ್ನಲಾಗಿದೆ. ಈ ನಡುವೆ ಅಮಾನತು ಆದೇಶವನ್ನು ರದ್ದುಪಡಿಸಿಕೊಳ್ಳಲು ಅನುಮಾನಗಳಿಗೆ ಕಾರಣವಾಗಿದೆ. ಇನ್ನು ಅಮಾನತುಗೊಂಡಿದ್ದರೂ ಶಾಲೆಯಲ್ಲಿ ಸ್ಥಿತಿಯಲ್ಲಿ ಶಿಕ್ಷಕ ಶಾಲೆಗೆ ಬಂದು ತೂರಾಡುತ್ತಿರುವ ವಿಡಿಯೋ ವೈರಲ್ ಆಗಿದೆ. ಬೆಳಗಾವಿ ಜಿಲ್ಲೆ ಎಸ್.ಹೆಚ್.ಹೆಗಡೆ ಮಾತನಾಡಿ, ಅಮಾನತುಗೊಂಡಿರುವುದು ಗಮನಕ್ಕೆ ಬಂದಿದೆ. ಪಾಲಕರು ಶಿಕ್ಷಕರ ವಿರುದ್ಧ ಸಾಕ್ಷ್ಯ ಗಳಿಲ್ಲ ಎಂದು ಹೇಳಿದ್ದಾರೆ. [190, 829, 354, 1055]
weather-max: : ಗರಿಷ್ಠ : 40°, [809, 802, 864, 813]
weather-min: ಕನಿಷ್ಠ : 26° [869, 764, 914, 775]
meeting-photo [366, 606, 756, 838]
section-divider-3 [360, 1326, 760, 1328]
epaper-url-link[interactable]: https://hospettimes.com/ epaper [775, 150, 931, 177]
teacher-headline-line2: ಬಂದಿದ್ದ ಶಿಕ್ಷಕ ಅಮಾನತು...! [50, 590, 310, 619]
write-to-us-box [768, 538, 938, 738]
drunk-teacher-cartoon [14, 632, 350, 822]
weather-subtitle: ಹೊಸಪೇಟೆ [769, 789, 937, 801]
ads-phone: 9448441484 [783, 476, 923, 500]
lean-headline-line3: ಹಾಗೂ ರಫ್ತು' ಕುರಿತು [797, 905, 909, 923]
lokayukta-headline-line1: ಬಳ್ಳಾರಿ: ವಿಮ್ಸ್ ಗೆ ಲೋಕಾಯುಕ್ತ [51, 1132, 309, 1158]
lead-col3: ರಕ್ತದೊತ್ತಡದಲ್ಲಿ ಏರಿಳಿತವಾಗುತ್ತಿರುವುದರಿಂದ ಅವರನ್ನು ಶಸ್ತ್ರಚಿಕಿತ್ಸೆಗೆ ಅಣಿಗೊಳಿಸಲಾಗುತ್ತಿದೆ. ರಕ್ತದೊತ್ತಡವು ಸ್ಥಿರವಾದ ಬಳಿಕ ಅವರು ಎಷ್ಟು ದಿನಗಳಲ್ಲಿ ಚೇತರಿಸಿಕೊಳ್ಳಬಹುದು ಎಂಬುದನ್ನು ಅನಂತರ ಅಂದಾಜಿಸಲಾಗುವುದು ಎಂದು ತಿಳಿಸಲಾಗಿದೆ. ಇದಕ್ಕೆ ಪೂರಕವಾಗಿ ರಕ್ತದೊತ್ತಡದ ಏರಿಳಿತದ ಕೋಷ್ಟಕವನ್ನು ವರದಿಯಲ್ಲಿ ಸಲ್ಲಿಸಲಾಗಿದೆ. ನವೆಂಬರ್ 15ರ ನಂತರ ದರ್ಶನ್ ಬಿಪಿ 140, 150 ಇದೆ ಎಂದು ತಿಳಿಸಲಾಗಿದೆ. ಬಿಪಿಯಲ್ಲಿ ವ್ಯತ್ಯಯವಾದರೆ, ಶಸ್ತ್ರಚಿಕಿತ್ಸೆ ಕಷ್ಟವಾಗಲಿದೆ. ಒಂದು ಅಥವಾ ಎರಡು ದಿನಗಳಲ್ಲಿ ಅದನ್ನು ಸಾಮಾನ್ಯ ಸ್ಥಿತಿಗೆ ತರಬಹುದು. 2.22 ರೂಪಾಯಿಗಳ ಒಂದು ಸಣ್ಣ ಟ್ಯಾಬ್ಲೆಟ್ ಸಾಕು. [390, 359, 566, 518]
issue-date: ಭಾನುವಾರ 08-12-2024 [6, 4, 139, 19]
weather-min: ಕನಿಷ್ಠ : 26° [869, 777, 914, 788]
hanumamala-headline-line2: ಸುಸೂತ್ರವಾಗಿ ನಡೆಸಿ– ಸಚಿವ ಶಿವರಾಜ ತಂಗಡಗಿ [420, 577, 702, 597]
weather-day: ಶನಿ [775, 802, 787, 813]
whatsapp-phone-1: 94484 41484 [801, 672, 905, 688]
